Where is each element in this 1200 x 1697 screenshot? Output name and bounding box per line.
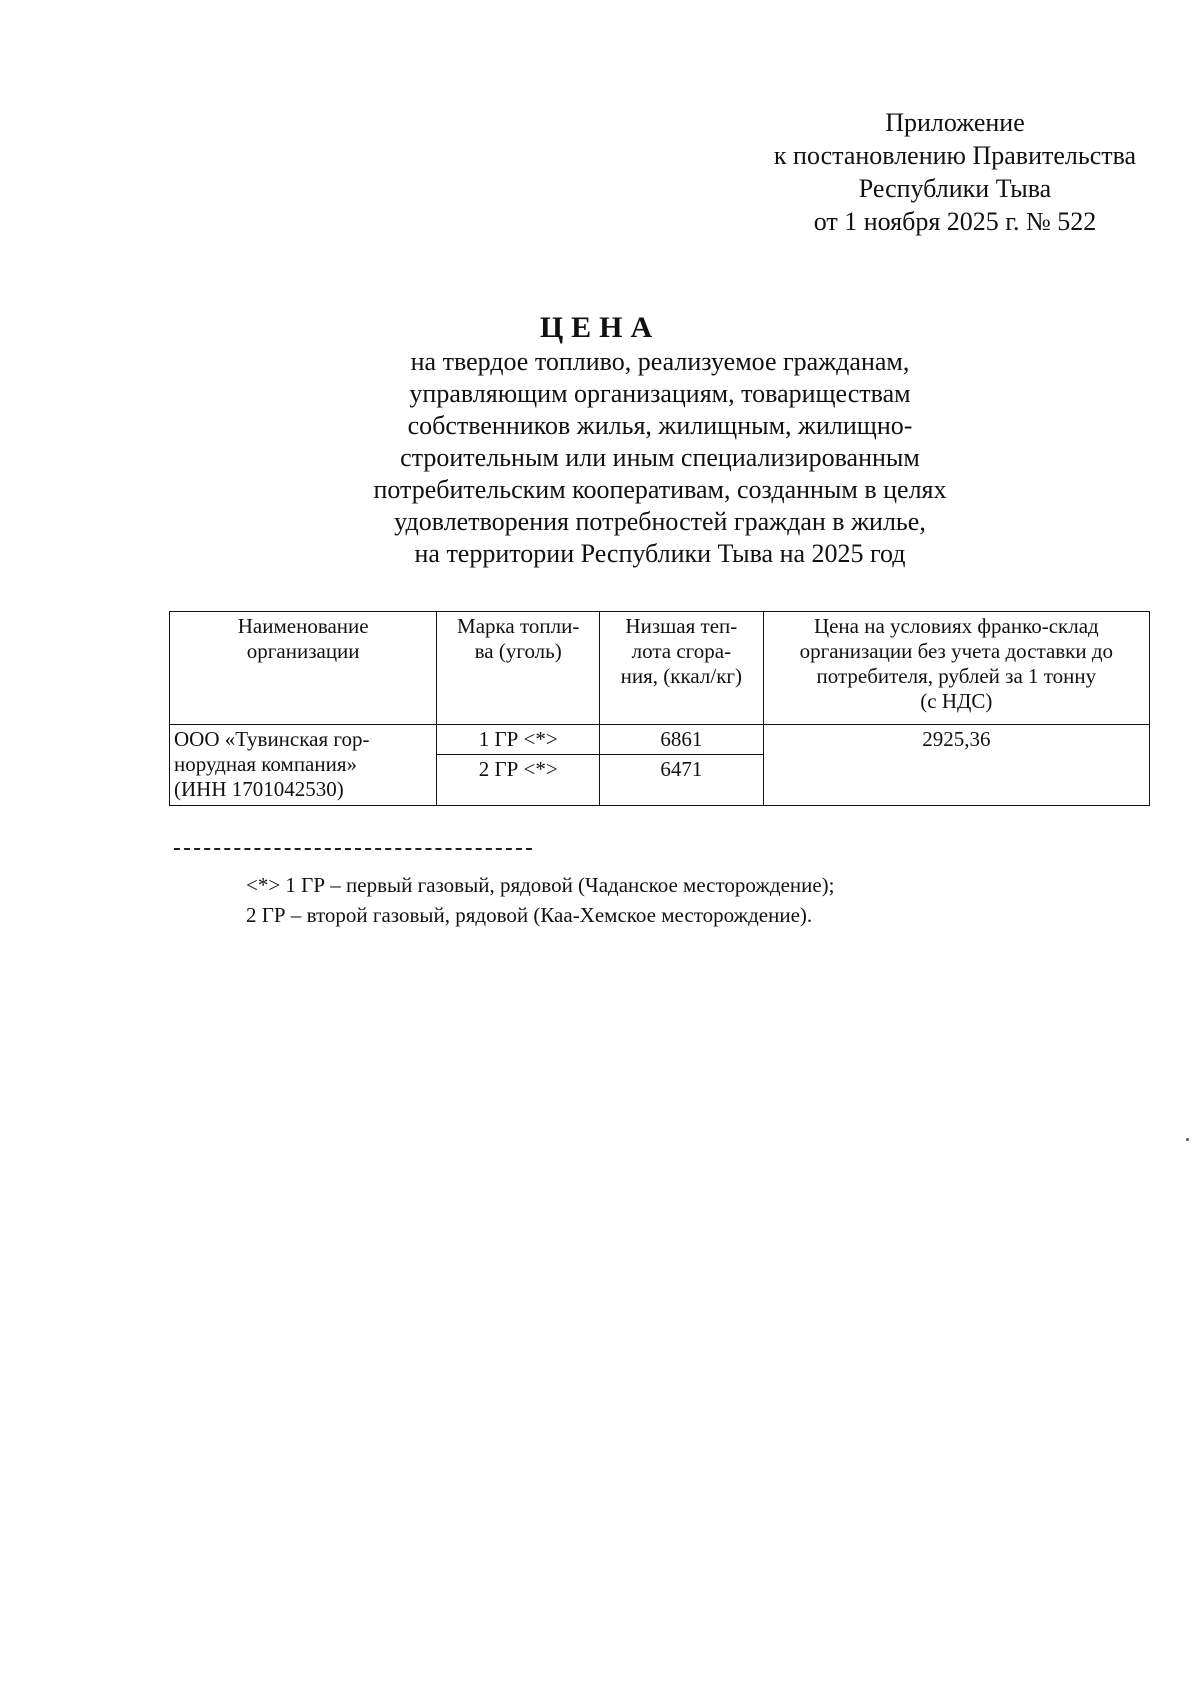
annex-line-1: Приложение	[885, 108, 1025, 137]
annex-line-4: от 1 ноября 2025 г. № 522	[813, 207, 1097, 236]
annex-header	[740, 106, 1170, 238]
header-price: Цена на условиях франко-склад организации без учета доставки до потребителя, рублей за 1 тонну (с НДС)	[763, 612, 1149, 725]
header-heat-value: Низшая теп- лота сгора- ния, (ккал/кг)	[600, 612, 764, 725]
subtitle-line: потребительским кооперативам, созданным в целях	[373, 475, 947, 504]
heat-value-cell: 6471	[600, 755, 764, 806]
document-title: ЦЕНА	[539, 311, 661, 344]
subtitle-line: управляющим организациям, товариществам	[409, 379, 911, 408]
header-fuel-grade: Марка топли- ва (уголь)	[437, 612, 600, 725]
subtitle-line: на твердое топливо, реализуемое гражданам,	[410, 347, 910, 376]
scan-speck	[1186, 1138, 1189, 1141]
annex-line-3: Республики Тыва	[858, 174, 1052, 203]
organization-cell: ООО «Тувинская гор- норудная компания» (ИНН 1701042530)	[170, 725, 437, 806]
footnote-line-1: <*> 1 ГР – первый газовый, рядовой (Чаданское месторождение);	[246, 873, 835, 897]
table-row	[170, 725, 1150, 755]
table-header-row	[170, 612, 1150, 725]
footnote-line-2: 2 ГР – второй газовый, рядовой (Каа-Хемское месторождение).	[246, 903, 813, 927]
subtitle-line: собственников жилья, жилищным, жилищно-	[407, 411, 913, 440]
subtitle-line: на территории Республики Тыва на 2025 год	[414, 539, 906, 568]
footnote	[246, 870, 835, 930]
price-cell: 2925,36	[763, 725, 1149, 806]
subtitle-line: удовлетворения потребностей граждан в жилье,	[394, 507, 926, 536]
footnote-separator	[174, 848, 532, 850]
annex-line-2: к постановлению Правительства	[773, 141, 1137, 170]
fuel-grade-cell: 2 ГР <*>	[437, 755, 600, 806]
header-organization: Наименование организации	[170, 612, 437, 725]
document-subtitle	[300, 346, 1020, 570]
heat-value-cell: 6861	[600, 725, 764, 755]
fuel-grade-cell: 1 ГР <*>	[437, 725, 600, 755]
subtitle-line: строительным или иным специализированным	[400, 443, 920, 472]
price-table	[169, 611, 1150, 806]
